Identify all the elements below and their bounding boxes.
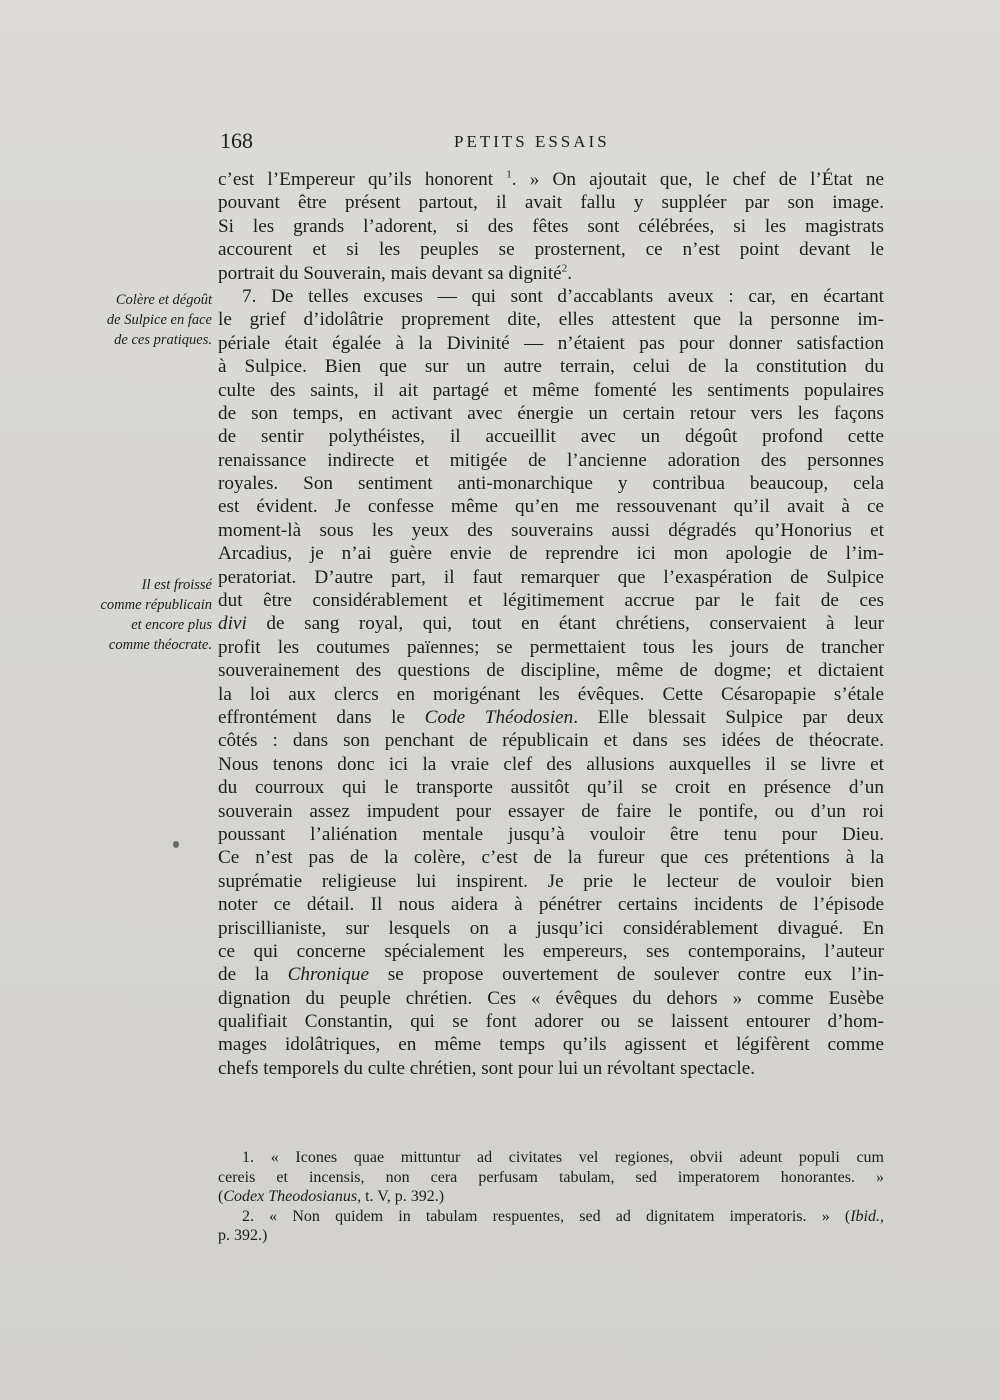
text-line: le grief d’idolâtrie proprement dite, elles attestent que la personne im- [218, 309, 884, 331]
footnote-ref[interactable]: 1 [506, 168, 512, 181]
italic-chronique: Chronique [287, 964, 369, 986]
ink-blot [173, 841, 179, 848]
italic-codex-theodosianus: Codex Theodosianus [223, 1188, 358, 1206]
text-line: culte des saints, il ait partagé et même fomenté les sentiments populaires [218, 379, 884, 401]
italic-code-theodosien: Code Théodosien [424, 706, 574, 728]
text-line: Ce n’est pas de la colère, c’est de la fureur que ces prétentions à la [218, 847, 884, 869]
text-line: de sentir polythéistes, il accueillit avec un dégoût profond cette [218, 426, 884, 448]
text-line: accourent et si les peuples se prosternent, ce n’est point devant le [218, 239, 884, 261]
text-line: effrontément dans le Code Théodosien. Elle blessait Sulpice par deux [218, 706, 884, 728]
text-line: périale était égalée à la Divinité — n’étaient pas pour donner satisfaction [218, 332, 884, 354]
text-line: poussant l’aliénation mentale jusqu’à vouloir être tenu pour Dieu. [218, 823, 884, 845]
margin-note-line: comme théocrate. [108, 637, 212, 653]
text-line: la loi aux clercs en morigénant les évêques. Cette Césaropapie s’étale [218, 683, 884, 705]
text-line: renaissance indirecte et mitigée de l’ancienne adoration des personnes [218, 449, 884, 471]
text-line: côtés : dans son penchant de républicain et dans ses idées de théocrate. [218, 730, 884, 752]
text-line: mages idolâtriques, en même temps qu’ils agissent et légifèrent comme [218, 1034, 884, 1056]
text-line: divi de sang royal, qui, tout en étant chrétiens, conservaient à leur [218, 613, 884, 635]
text-line: souverainement des questions de discipline, même de dogme; et dictaient [218, 660, 884, 682]
text-line: chefs temporels du culte chrétien, sont pour lui un révoltant spectacle. [218, 1057, 756, 1079]
footnote-1-line: 1. « Icones quae mittuntur ad civitates vel regiones, obvii adeunt populi cum [242, 1149, 884, 1166]
text-line: de son temps, en activant avec énergie un certain retour vers les façons [218, 402, 884, 424]
running-head [220, 128, 885, 158]
text-line: profit les coutumes païennes; se permettaient tous les jours de trancher [218, 636, 884, 658]
text-line: ce qui concerne spécialement les empereurs, ses contemporains, l’auteur [218, 940, 884, 962]
text-line: noter ce détail. Il nous aidera à pénétrer certains incidents de l’épisode [218, 894, 884, 916]
footnote-2-line: 2. « Non quidem in tabulam respuentes, sed ad dignitatem imperatoris. » (Ibid., [242, 1207, 884, 1225]
text-line: portrait du Souverain, mais devant sa dignité$^2$. [218, 262, 572, 284]
running-title: PETITS ESSAIS [454, 132, 610, 151]
text-line: souverain assez impudent pour essayer de faire le pontife, ou d’un roi [218, 800, 884, 822]
page-number: 168 [220, 128, 253, 153]
margin-note-1 [86, 290, 212, 350]
text-line: peratoriat. D’autre part, il faut remarquer que l’exaspération de Sulpice [218, 566, 884, 588]
text-line: Arcadius, je n’ai guère envie de reprendre ici mon apologie de l’im- [218, 543, 884, 565]
text-line: c’est l’Empereur qu’ils honorent $^1$. » On ajoutait que, le chef de l’État ne [218, 168, 884, 190]
text-line: qualifiait Constantin, qui se font adorer ou se laissent entourer d’hom- [218, 1011, 884, 1033]
footnote-2-line: p. 392.) [218, 1227, 268, 1245]
italic-ibid: Ibid. [850, 1207, 880, 1225]
margin-note-line: Colère et dégoût [115, 292, 212, 308]
margin-note-line: et encore plus [131, 617, 212, 633]
margin-note-2 [86, 575, 212, 655]
text-line: à Sulpice. Bien que sur un autre terrain, celui de la constitution du [218, 356, 884, 378]
body-text [218, 168, 884, 1080]
text-line: Nous tenons donc ici la vraie clef des allusions auxquelles il se livre et [218, 753, 884, 775]
text-line: du courroux qui le transporte aussitôt qu’il se croit en présence d’un [218, 777, 884, 799]
text-line: dut être considérablement et légitimement accrue par le fait de ces [218, 590, 884, 612]
footnote-1-line: cereis et incensis, non cera perfusam tabulam, sed imperatorem honorantes. » [218, 1168, 884, 1186]
italic-divi: divi [218, 613, 247, 635]
margin-note-line: de ces pratiques. [114, 332, 212, 348]
text-line: priscillianiste, sur lesquels on a jusqu’ici considérablement divagué. En [218, 917, 884, 939]
text-line: royales. Son sentiment anti-monarchique y contribua beaucoup, cela [218, 473, 884, 495]
text-line: de la Chronique se propose ouvertement de soulever contre eux l’in- [218, 964, 884, 986]
margin-note-line: Il est froissé [141, 577, 212, 593]
text-line: dignation du peuple chrétien. Ces « évêques du dehors » comme Eusèbe [218, 987, 884, 1009]
text-line: 7. De telles excuses — qui sont d’accablants aveux : car, en écartant [242, 285, 884, 307]
text-line: moment-là sous les yeux des souverains aussi dégradés qu’Honorius et [218, 519, 884, 541]
footnote-1-line: (Codex Theodosianus, t. V, p. 392.) [218, 1188, 445, 1206]
margin-note-line: comme républicain [100, 597, 212, 613]
footnotes [218, 1148, 884, 1246]
text-line: Si les grands l’adorent, si des fêtes sont célébrées, si les magistrats [218, 215, 884, 237]
footnote-ref[interactable]: 2 [561, 262, 568, 275]
text-line: est évident. Je confesse même qu’en me ressouvenant qu’il avait à ce [218, 496, 884, 518]
margin-note-line: de Sulpice en face [106, 312, 212, 328]
text-line: pouvant être présent partout, il avait fallu y suppléer par son image. [218, 192, 884, 214]
text-line: suprématie religieuse lui inspirent. Je prie le lecteur de vouloir bien [218, 870, 884, 892]
